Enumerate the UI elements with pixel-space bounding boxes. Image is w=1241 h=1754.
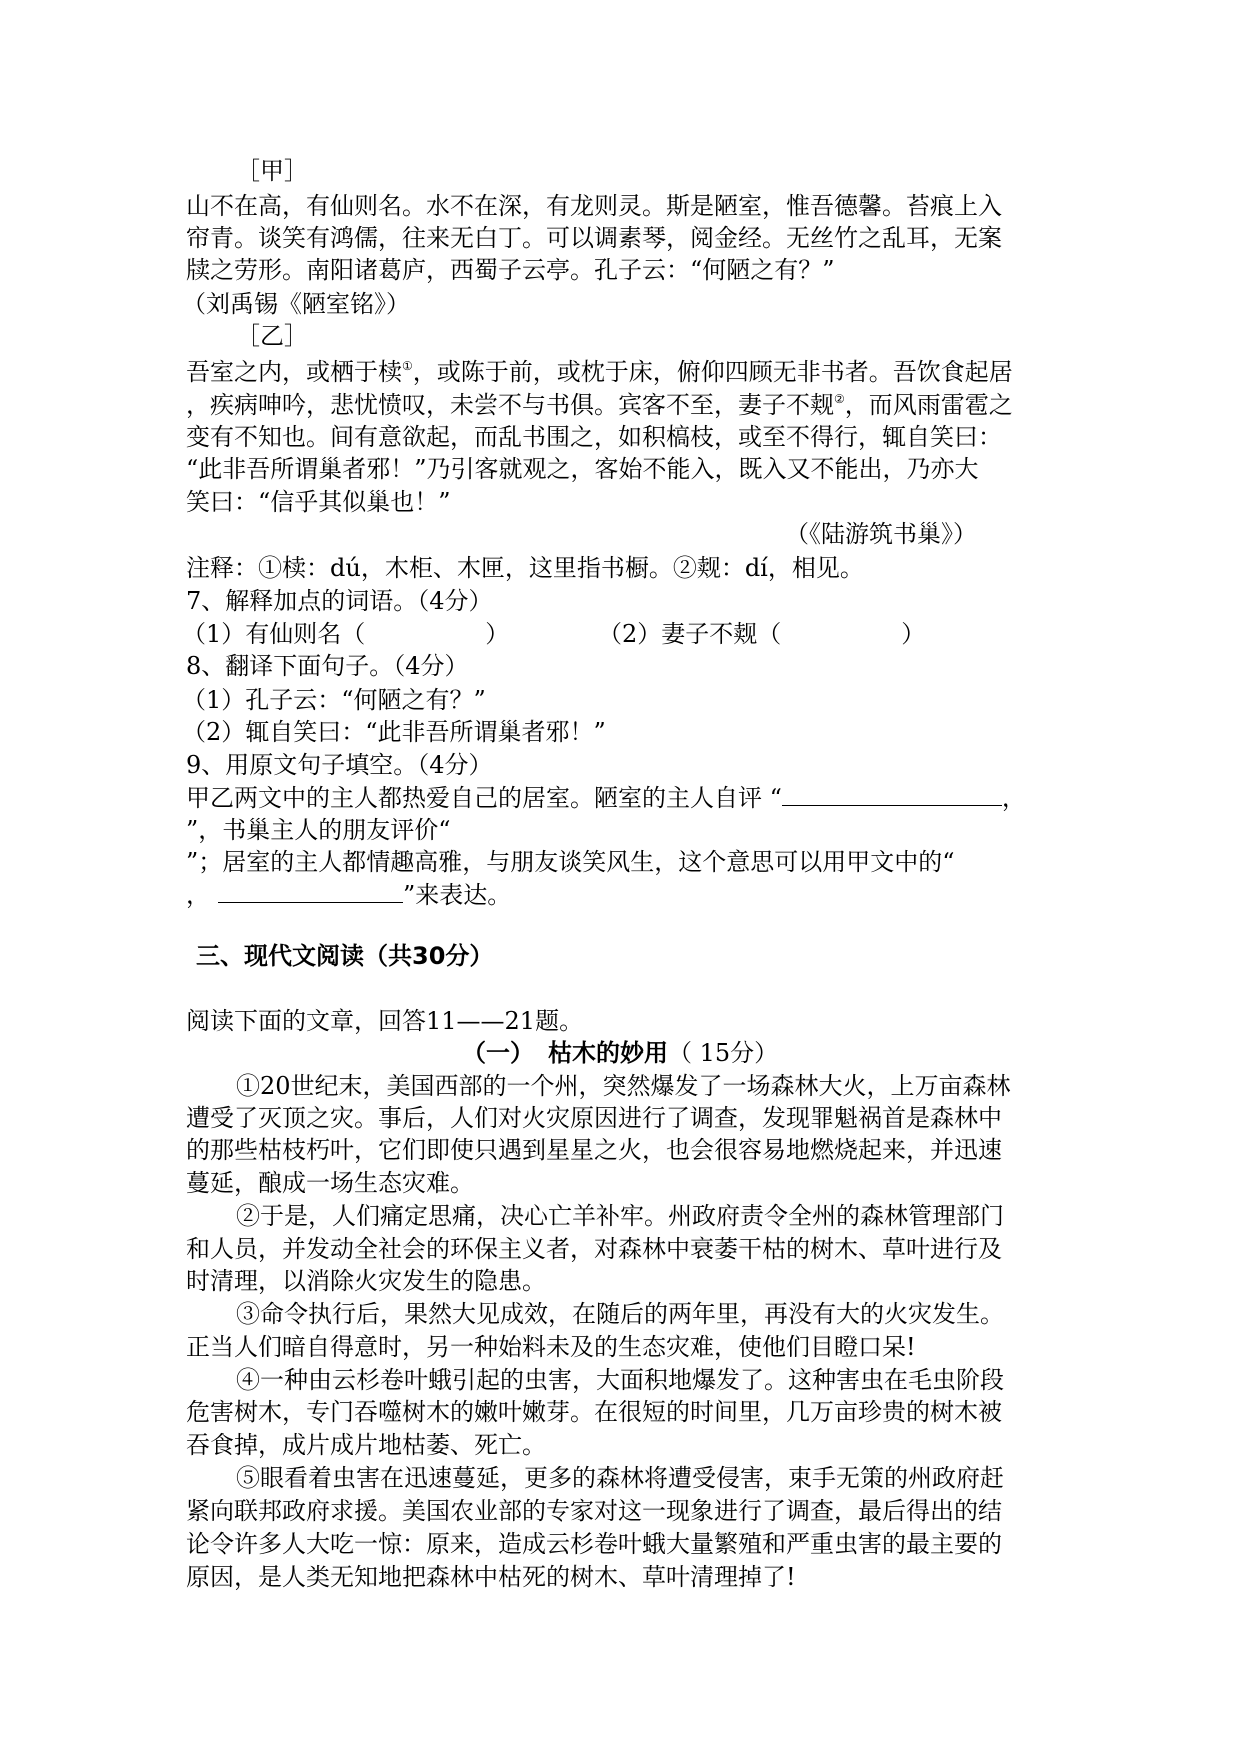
q9-line-1-text: 甲乙两文中的主人都热爱自己的居室。陋室的主人自评 “: [186, 784, 782, 812]
para-2-line-1: ②于是，人们痛定思痛，决心亡羊补牢。州政府责令全州的森林管理部门: [236, 1202, 1004, 1230]
q9-line-3: ”；居室的主人都情趣高雅，与朋友谈笑风生，这个意思可以用甲文中的“: [186, 848, 955, 876]
jia-line-2: 帘青。谈笑有鸿儒，往来无白丁。可以调素琴，阅金经。无丝竹之乱耳，无案: [186, 224, 1002, 252]
answer-blank-2[interactable]: [218, 878, 403, 903]
passage-number: （一）: [462, 1039, 534, 1067]
q9-line-4: [186, 878, 511, 911]
para-4-line-3: 吞食掉，成片成片地枯萎、死亡。: [186, 1431, 546, 1459]
jia-heading: ［甲］: [236, 157, 308, 185]
annotation-notes: 注释：①椟：dú，木柜、木匣，这里指书橱。②觌：dí，相见。: [186, 554, 864, 582]
passage-heading: [462, 1037, 778, 1069]
para-2-line-2: 和人员，并发动全社会的环保主义者，对森林中衰萎干枯的树木、草叶进行及: [186, 1235, 1002, 1263]
yi-line-1: [186, 356, 1013, 388]
para-1-line-1: ①20世纪末，美国西部的一个州，突然爆发了一场森林大火，上万亩森林: [236, 1072, 1011, 1100]
passage-title: 枯木的妙用: [548, 1039, 668, 1067]
para-3-line-1: ③命令执行后，果然大见成效，在随后的两年里，再没有大的火灾发生。: [236, 1300, 1004, 1328]
yi-line-2: [186, 389, 1013, 421]
footnote-marker-1: ①: [402, 359, 413, 373]
q7-title: 7、解释加点的词语。（4分）: [186, 587, 493, 615]
section-3-title: 三、现代文阅读（共30分）: [196, 942, 494, 970]
para-5-line-2: 紧向联邦政府求援。美国农业部的专家对这一现象进行了调查，最后得出的结: [186, 1497, 1002, 1525]
yi-line-3: 变有不知也。间有意欲起，而乱书围之，如积槁枝，或至不得行，辄自笑曰：: [186, 423, 1002, 451]
q9-line-2: ”，书巢主人的朋友评价“: [186, 816, 451, 844]
q9-title: 9、用原文句子填空。（4分）: [186, 751, 493, 779]
jia-line-1: 山不在高，有仙则名。水不在深，有龙则灵。斯是陋室，惟吾德馨。苔痕上入: [186, 192, 1002, 220]
yi-line-5: 笑曰：“信乎其似巢也！”: [186, 488, 451, 516]
yi-source: （《陆游筑书巢》）: [785, 520, 977, 548]
q8-title: 8、翻译下面句子。（4分）: [186, 652, 469, 680]
section-3-intro: 阅读下面的文章，回答11——21题。: [186, 1007, 584, 1035]
yi-line-2-text-a: ，疾病呻吟，悲忧愤叹，未尝不与书俱。宾客不至，妻子不觌: [186, 391, 834, 419]
jia-line-3: 牍之劳形。南阳诸葛庐，西蜀子云亭。孔子云：“何陋之有？”: [186, 256, 835, 284]
q8-item-2: （2）辄自笑曰：“此非吾所谓巢者邪！”: [182, 718, 606, 746]
para-5-line-3: 论令许多人大吃一惊：原来，造成云杉卷叶蛾大量繁殖和严重虫害的最主要的: [186, 1530, 1002, 1558]
para-2-line-3: 时清理，以消除火灾发生的隐患。: [186, 1267, 546, 1295]
q7-item-2: （2）妻子不觌（ ）: [598, 620, 926, 648]
yi-line-2-text-b: ，而风雨雷雹之: [844, 391, 1013, 419]
q9-line-1-end: ，: [1001, 784, 1026, 812]
yi-heading: ［乙］: [236, 322, 308, 350]
q8-item-1: （1）孔子云：“何陋之有？”: [182, 686, 486, 714]
answer-blank-1[interactable]: [782, 781, 1002, 806]
para-1-line-4: 蔓延，酿成一场生态灾难。: [186, 1169, 474, 1197]
jia-source: （刘禹锡《陋室铭》）: [182, 290, 410, 318]
q9-line-4-text-b: ”来表达。: [403, 881, 512, 909]
para-5-line-1: ⑤眼看着虫害在迅速蔓延，更多的森林将遭受侵害，束手无策的州政府赶: [236, 1464, 1004, 1492]
para-4-line-1: ④一种由云杉卷叶蛾引起的虫害，大面积地爆发了。这种害虫在毛虫阶段: [236, 1366, 1004, 1394]
footnote-marker-2: ②: [834, 392, 845, 406]
yi-line-1-text-a: 吾室之内，或栖于椟: [186, 358, 402, 386]
para-4-line-2: 危害树木，专门吞噬树木的嫩叶嫩芽。在很短的时间里，几万亩珍贵的树木被: [186, 1398, 1002, 1426]
q9-line-1: [186, 781, 1026, 814]
para-3-line-2: 正当人们暗自得意时，另一种始料未及的生态灾难，使他们目瞪口呆!: [186, 1333, 916, 1361]
yi-line-1-text-b: ，或陈于前，或枕于床，俯仰四顾无非书者。吾饮食起居: [412, 358, 1013, 386]
q7-item-1: （1）有仙则名（ ）: [182, 620, 510, 648]
yi-line-4: “此非吾所谓巢者邪！”乃引客就观之，客始不能入，既入又不能出，乃亦大: [186, 455, 979, 483]
q9-line-4-text-a: ，: [186, 881, 210, 909]
para-1-line-2: 遭受了灭顶之灾。事后，人们对火灾原因进行了调查，发现罪魁祸首是森林中: [186, 1104, 1002, 1132]
para-1-line-3: 的那些枯枝朽叶，它们即使只遇到星星之火，也会很容易地燃烧起来，并迅速: [186, 1136, 1002, 1164]
para-5-line-4: 原因，是人类无知地把森林中枯死的树木、草叶清理掉了!: [186, 1563, 796, 1591]
passage-score: （ 15分）: [668, 1039, 779, 1067]
